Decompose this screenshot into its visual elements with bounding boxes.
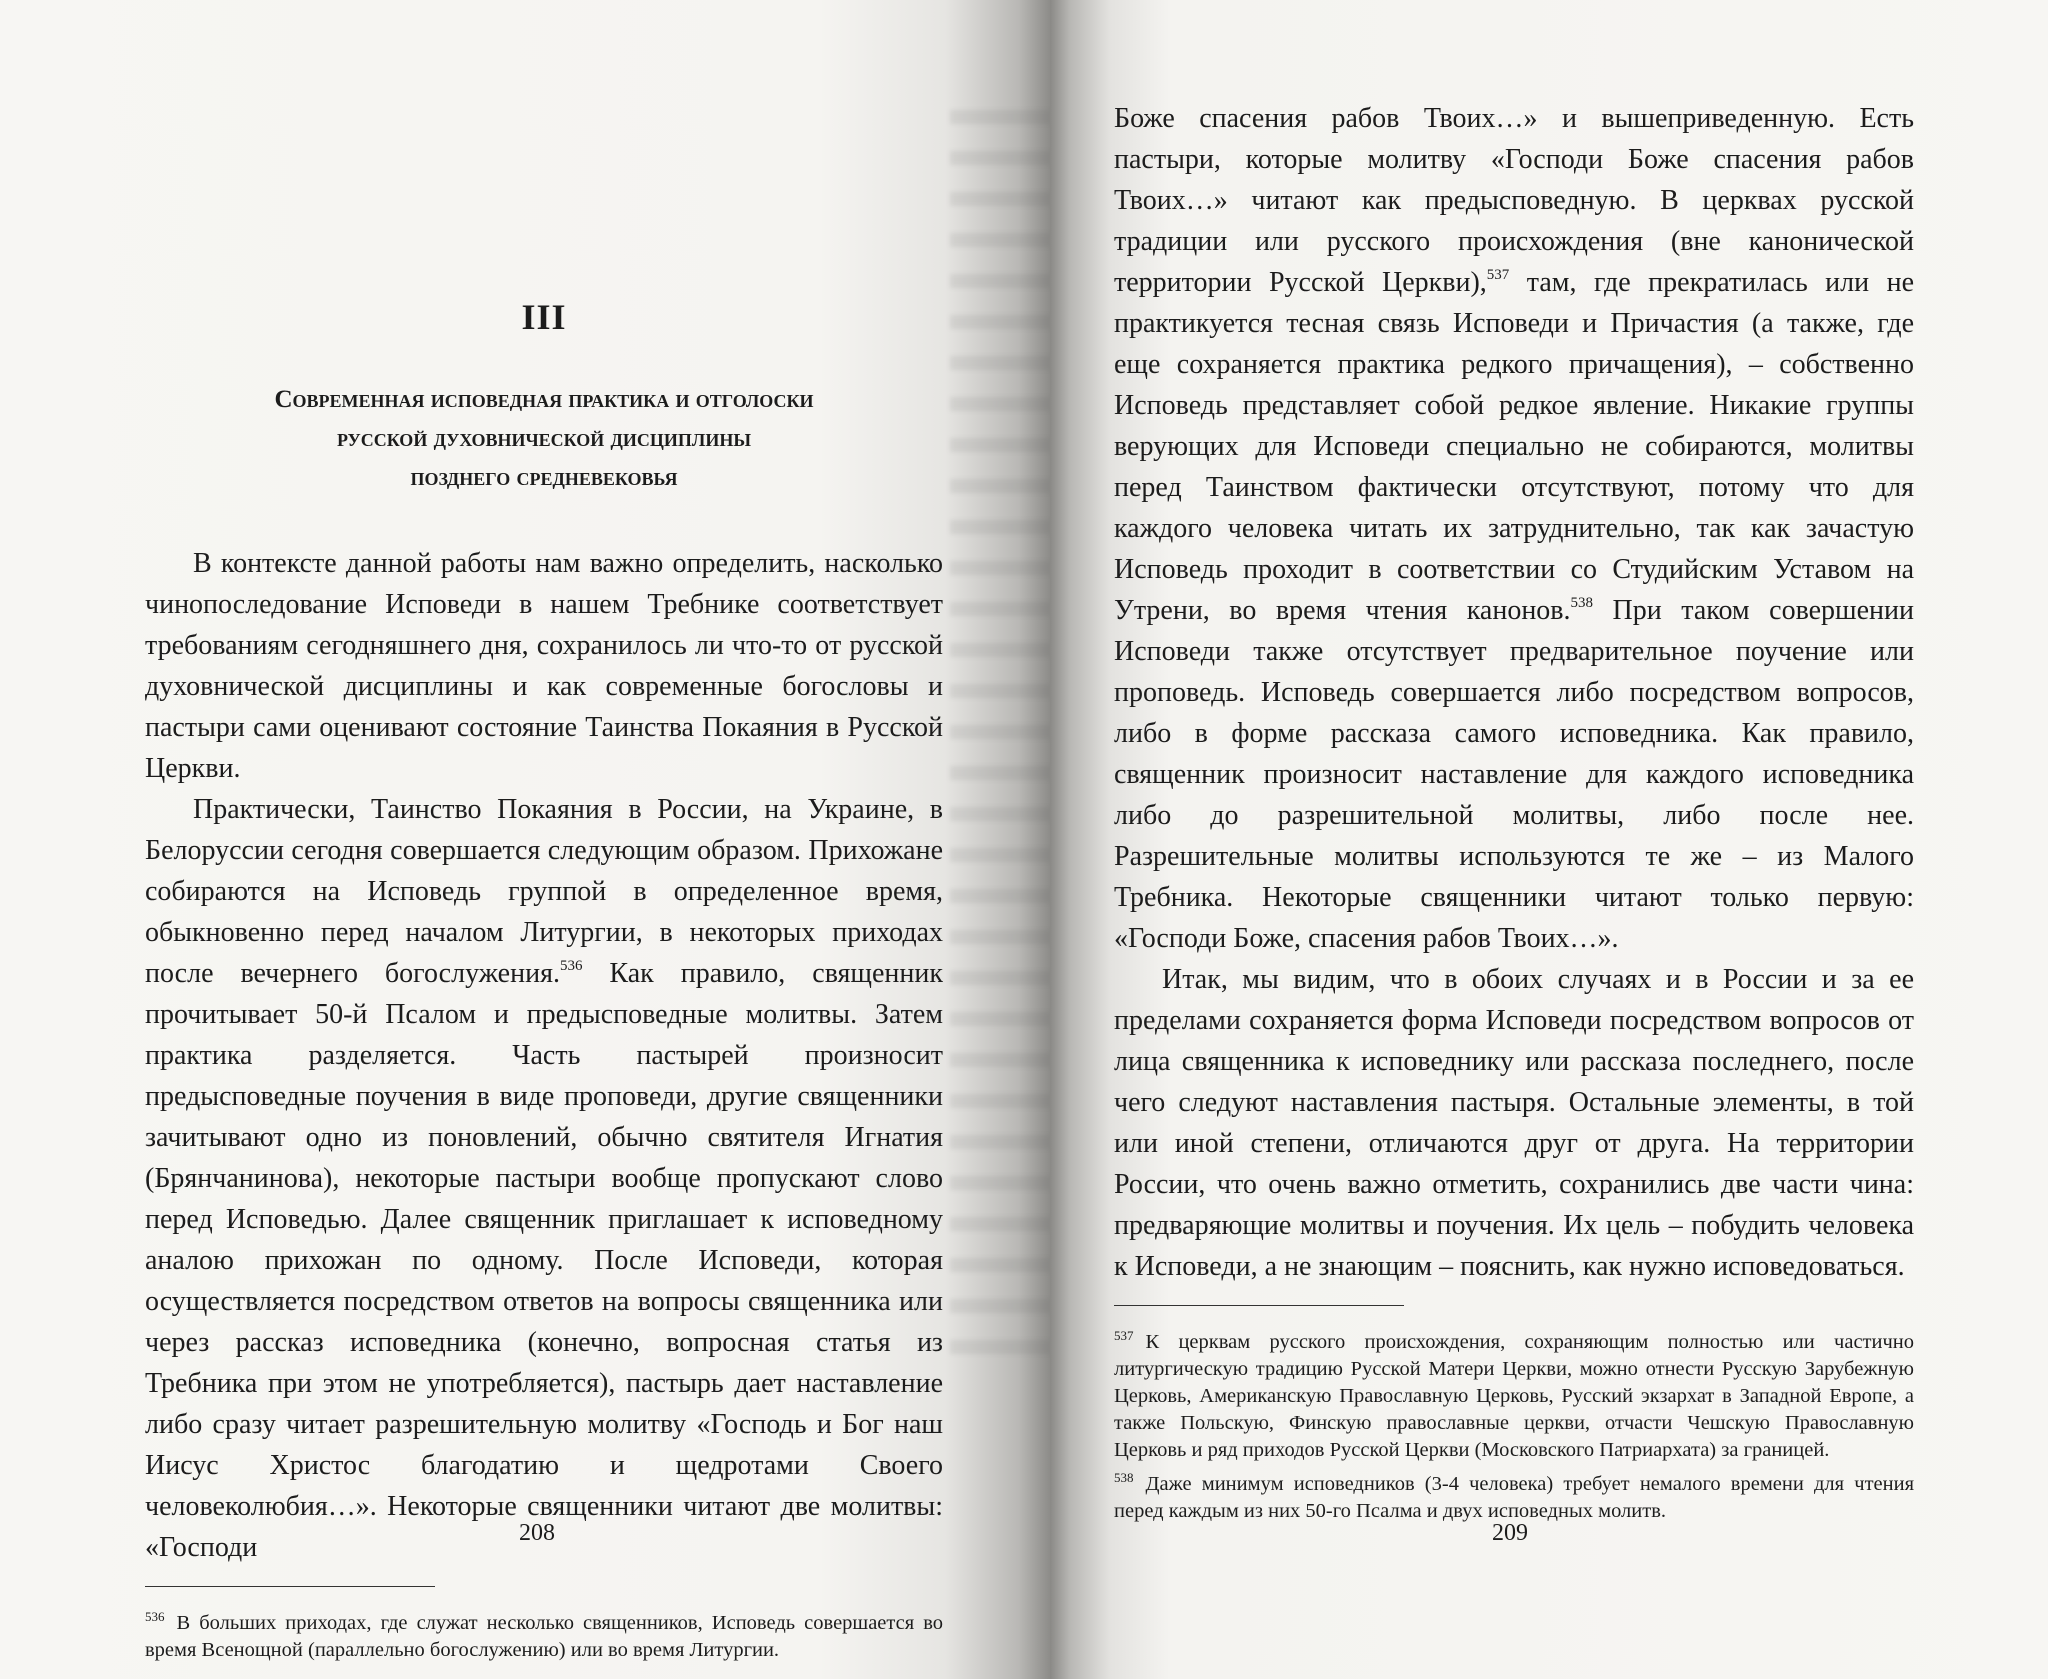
right-text-column — [1114, 98, 1914, 1525]
paragraph — [145, 789, 943, 1568]
footnote-text: Даже минимум исповедников (3-4 человека) требует немалого времени для чтения перед каждым из них 50-го Псалма и двух исповедных молитв. — [1114, 1473, 1914, 1522]
chapter-title-line: русской духовнической дисциплины — [336, 425, 752, 452]
footnotes — [145, 1603, 943, 1664]
chapter-title-line: позднего средневековья — [410, 464, 678, 491]
footnote-divider — [145, 1586, 435, 1587]
footnote-ref[interactable]: 536 — [559, 958, 583, 974]
chapter-title-line: Современная исповедная практика и отголоски — [274, 386, 814, 413]
footnote-number: 538 — [1114, 1470, 1134, 1485]
show-through-text — [950, 110, 1050, 1360]
left-body-text — [145, 543, 943, 1568]
right-page — [1050, 0, 2048, 1679]
chapter-number: III — [521, 297, 567, 337]
footnote-number: 536 — [145, 1609, 165, 1624]
paragraph-text: там, где прекратилась или не практикуется тесная связь Исповеди и Причастия (а также, где еще сохраняется практика редкого причащения), – собственно Исповедь представляет собой редкое явление. Никакие группы верующих для Исповеди специально не собираются, молитвы перед Таинством фактически отсутствуют, потому что для каждого человека читать их затруднительно, так как зачастую Исповедь проходит в соответствии со Студийским Уставом на Утрени, во время чтения канонов. — [1114, 267, 1914, 626]
footnote — [145, 1603, 943, 1664]
paragraph-text: Боже спасения рабов Твоих…» и вышеприведенную. Есть пастыри, которые молитву «Господи Боже спасения рабов Твоих…» читают как предысповедную. В церквах русской традиции или русского происхождения (вне канонической территории Русской Церкви), — [1114, 103, 1914, 298]
footnotes — [1114, 1322, 1914, 1525]
paragraph: В контексте данной работы нам важно определить, насколько чинопоследование Исповеди в нашем Требнике соответствует требованиям сегодняшнего дня, сохранилось ли что-то от русской духовнической дисциплины и как современные богословы и пастыри сами оценивают состояние Таинства Покаяния в Русской Церкви. — [145, 548, 943, 784]
footnote-divider — [1114, 1305, 1404, 1306]
footnote-ref[interactable]: 538 — [1570, 595, 1594, 611]
footnote — [1114, 1464, 1914, 1525]
right-body-text — [1114, 98, 1914, 1287]
footnote-ref[interactable]: 537 — [1486, 267, 1510, 283]
paragraph-text: Практически, Таинство Покаяния в России, на Украине, в Белоруссии сегодня совершается следующим образом. Прихожане собираются на Исповедь группой в определенное время, обыкновенно перед началом Литургии, в некоторых приходах после вечернего богослужения. — [145, 794, 943, 989]
paragraph-text: Как правило, священник прочитывает 50-й Псалом и предысповедные молитвы. Затем практика разделяется. Часть пастырей произносит предысповедные поучения в виде проповеди, другие священники зачитывают одно из поновлений, обычно святителя Игнатия (Брянчанинова), некоторые пастыри вообще пропускают слово перед Исповедью. Далее священник приглашает к исповедному аналою прихожан по одному. После Исповеди, которая осуществляется посредством ответов на вопросы священника или через рассказ исповедника (конечно, вопросная статья из Требника при этом не употребляется), пастырь дает наставление либо сразу читает разрешительную молитву «Господь и Бог наш Иисус Христос благодатию и щедротами Своего человеколюбия…». Некоторые священники читают две молитвы: «Господи — [145, 958, 943, 1563]
footnote-text: В больших приходах, где служат несколько священников, Исповедь совершается во время Всенощной (параллельно богослужению) или во время Литургии. — [145, 1612, 943, 1661]
footnote-number: 537 — [1114, 1328, 1134, 1343]
page-number: 208 — [519, 1520, 555, 1546]
left-text-column — [145, 296, 943, 1664]
page-number: 209 — [1492, 1520, 1528, 1546]
footnote — [1114, 1322, 1914, 1464]
footnote-text: К церквам русского происхождения, сохраняющим полностью или частично литургическую традицию Русской Матери Церкви, можно отнести Русскую Зарубежную Церковь, Американскую Православную Церковь, Русский экзархат в Западной Европе, а также Польскую, Финскую православные церкви, отчасти Чешскую Православную Церковь и ряд приходов Русской Церкви (Московского Патриархата) за границей. — [1114, 1331, 1914, 1461]
paragraph: Итак, мы видим, что в обоих случаях и в России и за ее пределами сохраняется форма Исповеди посредством вопросов от лица священника к исповеднику или рассказа последнего, после чего следуют наставления пастыря. Остальные элементы, в той или иной степени, отличаются друг от друга. На территории России, что очень важно отметить, сохранились две части чина: предваряющие молитвы и поучения. Их цель – побудить человека к Исповеди, а не знающим – пояснить, как нужно исповедоваться. — [1114, 964, 1914, 1282]
paragraph — [1114, 98, 1914, 959]
paragraph-text: При таком совершении Исповеди также отсутствует предварительное поучение или проповедь. Исповедь совершается либо посредством вопросов, либо в форме рассказа самого исповедника. Как правило, священник произносит наставление для каждого исповедника либо до разрешительной молитвы, либо после нее. Разрешительные молитвы используются те же – из Малого Требника. Некоторые священники читают только первую: «Господи Боже, спасения рабов Твоих…». — [1114, 595, 1915, 954]
chapter-title — [145, 380, 943, 497]
